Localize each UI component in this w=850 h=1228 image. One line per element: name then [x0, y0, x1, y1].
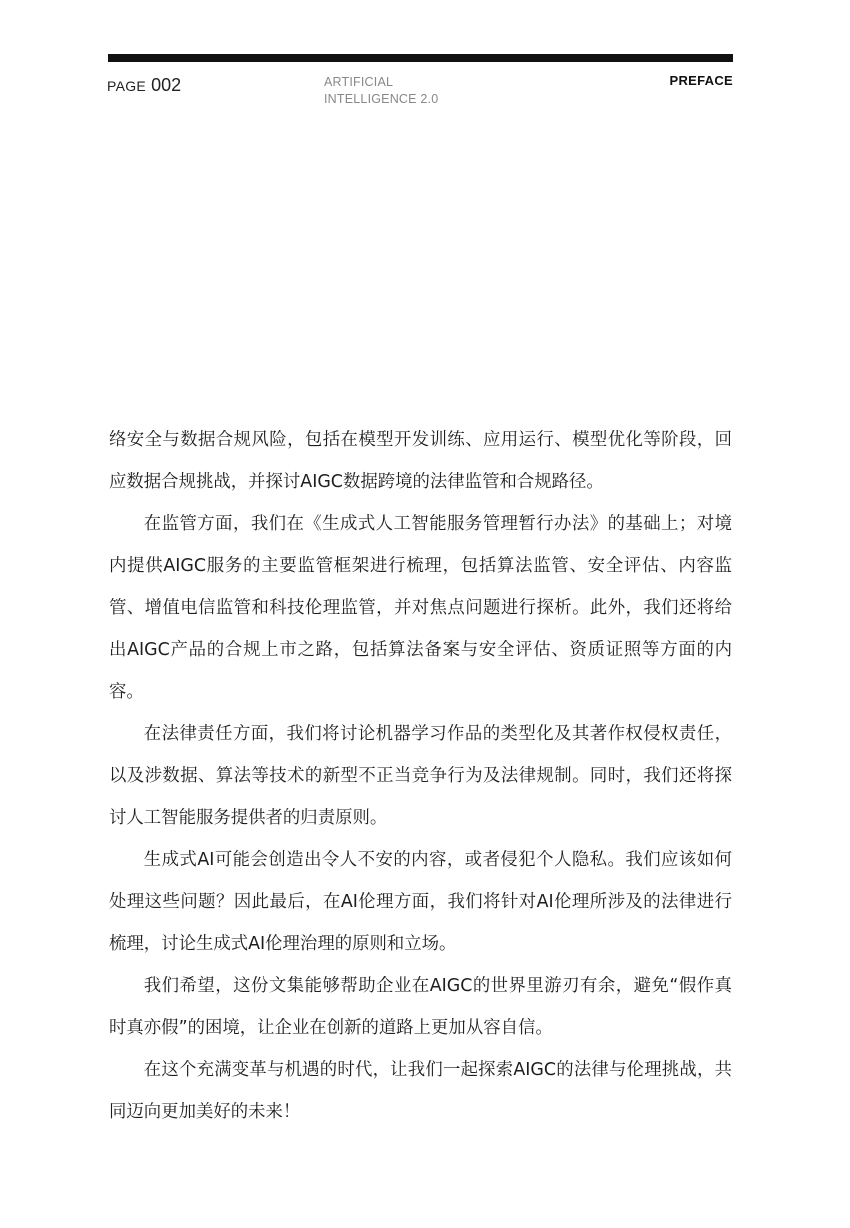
- body-text: [109, 419, 732, 1133]
- paragraph-closing: 在这个充满变革与机遇的时代，让我们一起探索AIGC的法律与伦理挑战，共同迈向更加美好的未来！: [109, 1060, 732, 1122]
- series-title: [324, 74, 438, 108]
- page-number-value: 002: [151, 75, 182, 95]
- page-label: PAGE: [107, 78, 147, 94]
- page-number: [107, 75, 181, 96]
- paragraph-ethics: 生成式AI可能会创造出令人不安的内容，或者侵犯个人隐私。我们应该如何处理这些问题？因此最后，在AI伦理方面，我们将针对AI伦理所涉及的法律进行梳理，讨论生成式AI伦理治理的原则和立场。: [109, 850, 732, 954]
- series-title-line1: ARTIFICIAL: [324, 75, 394, 89]
- paragraph-continuation: 络安全与数据合规风险，包括在模型开发训练、应用运行、模型优化等阶段，回应数据合规挑战，并探讨AIGC数据跨境的法律监管和合规路径。: [109, 430, 732, 492]
- header-rule: [108, 54, 733, 62]
- paragraph-liability: 在法律责任方面，我们将讨论机器学习作品的类型化及其著作权侵权责任，以及涉数据、算法等技术的新型不正当竞争行为及法律规制。同时，我们还将探讨人工智能服务提供者的归责原则。: [109, 724, 732, 828]
- paragraph-hope: 我们希望，这份文集能够帮助企业在AIGC的世界里游刃有余，避免“假作真时真亦假”的困境，让企业在创新的道路上更加从容自信。: [109, 976, 732, 1038]
- paragraph-regulation: 在监管方面，我们在《生成式人工智能服务管理暂行办法》的基础上；对境内提供AIGC服务的主要监管框架进行梳理，包括算法监管、安全评估、内容监管、增值电信监管和科技伦理监管，并对焦点问题进行探析。此外，我们还将给出AIGC产品的合规上市之路，包括算法备案与安全评估、资质证照等方面的内容。: [109, 514, 732, 702]
- series-title-line2: INTELLIGENCE 2.0: [324, 92, 439, 106]
- section-title: PREFACE: [669, 73, 733, 88]
